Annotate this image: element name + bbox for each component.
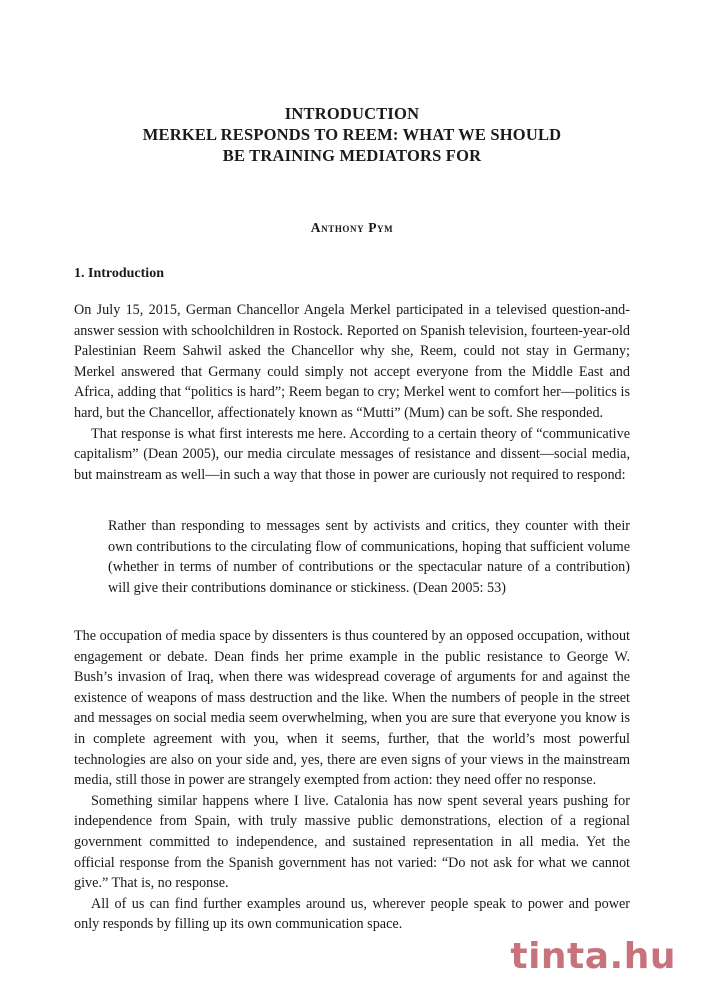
body-text-block-2 <box>74 626 630 935</box>
watermark-logo: tinta.hu <box>510 936 676 977</box>
paragraph-4: Something similar happens where I live. Catalonia has now spent several years pushing for independence from Spain, with truly massive public demonstrations, election of a regional government committed to independence, and sustained representation in all media. Yet the official response from the Spanish government has not varied: “Do not ask for what we cannot give.” That is, no response. <box>74 792 630 892</box>
section-heading: 1. Introduction <box>74 266 164 281</box>
block-quote: Rather than responding to messages sent by activists and critics, they counter with their own contributions to the circulating flow of communications, hoping that sufficient volume (whether in terms of number of contributions or the spectacular nature of a contribution) will give their contributions dominance or stickiness. (Dean 2005: 53) <box>108 518 630 596</box>
paragraph-2: That response is what first interests me here. According to a certain theory of “communicative capitalism” (Dean 2005), our media circulate messages of resistance and dissent—social media, but mainstream as well—in such a way that those in power are curiously not required to respond: <box>74 425 630 483</box>
chapter-title-line-3: BE TRAINING MEDIATORS FOR <box>222 146 482 165</box>
paragraph-1: On July 15, 2015, German Chancellor Angela Merkel participated in a televised question-and-answer session with schoolchildren in Rostock. Reported on Spanish television, fourteen-year-old Palestinian Reem Sahwil asked the Chancellor why she, Reem, could not stay in Germany; Merkel answered that Germany could simply not accept everyone from the Middle East and Africa, adding that “politics is hard”; Reem began to cry; Merkel went to comfort her—politics is hard, but the Chancellor, affectionately known as “Mutti” (Mum) can be soft. She responded. <box>74 302 630 421</box>
body-text-block-1 <box>74 300 630 485</box>
chapter-title-line-1: INTRODUCTION <box>284 104 420 123</box>
paragraph-5: All of us can find further examples around us, wherever people speak to power and power only responds by filling up its own communication space. <box>74 895 630 933</box>
paragraph-3: The occupation of media space by dissenters is thus countered by an opposed occupation, without engagement or debate. Dean finds her prime example in the public resistance to George W. Bush’s invasion of Iraq, when there was widespread coverage of arguments for and against the existence of weapons of mass destruction and the like. When the numbers of people in the street and messages on social media seem overwhelming, when you are sure that everyone you know is in complete agreement with you, when it seems, further, that the world’s most powerful technologies are also on your side and, yes, there are even signs of your views in the mainstream media, still those in power are strangely exempted from action: they need offer no response. <box>74 628 630 789</box>
author-name: Anthony Pym <box>310 220 394 235</box>
chapter-title-line-2: MERKEL RESPONDS TO REEM: WHAT WE SHOULD <box>142 125 562 144</box>
chapter-title <box>74 103 630 166</box>
